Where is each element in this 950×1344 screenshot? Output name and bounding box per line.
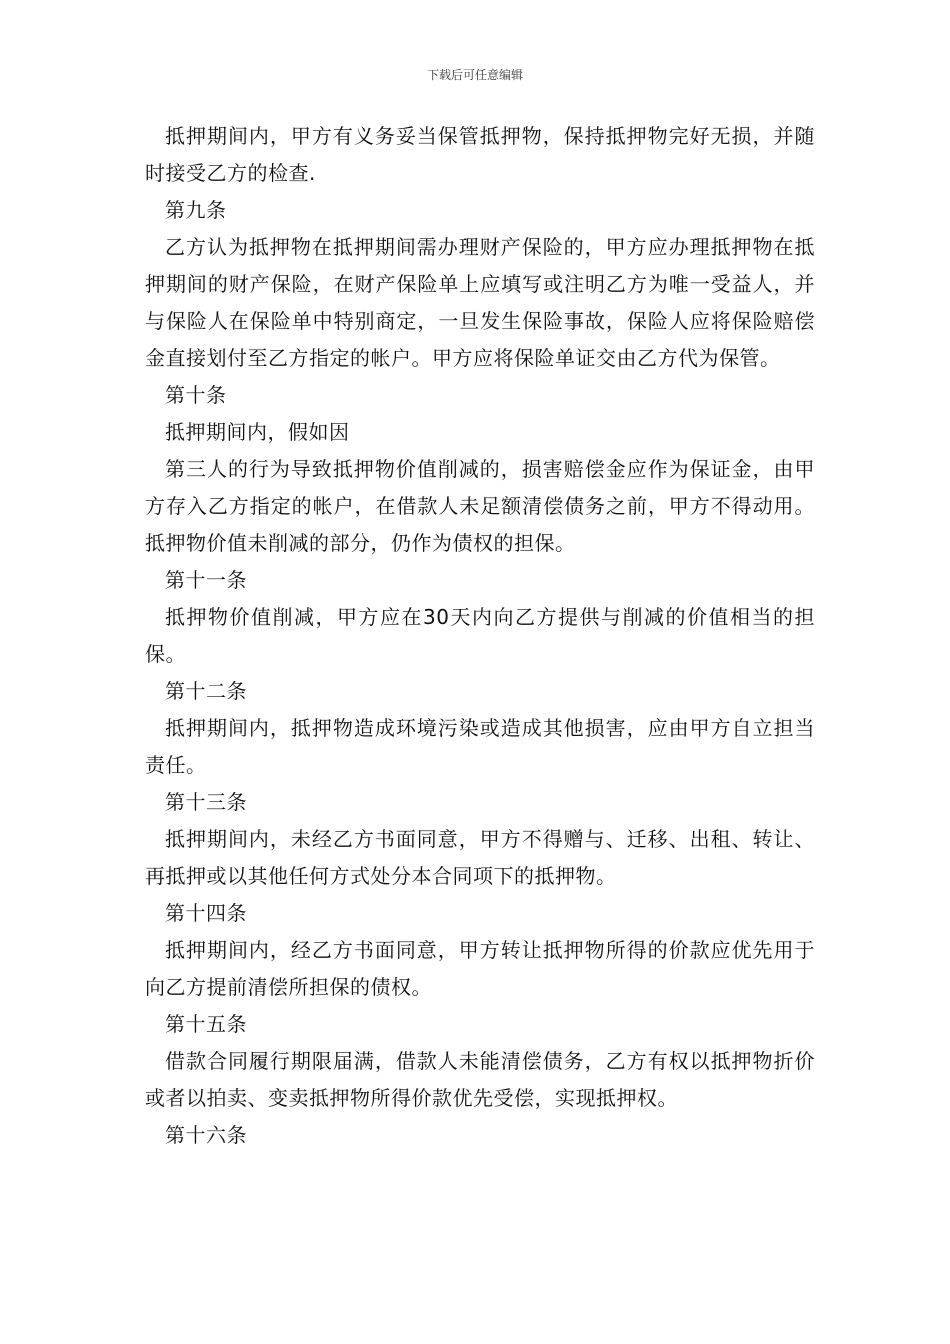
article-heading-11: 第十一条 [165,568,247,592]
article-heading-13: 第十三条 [165,790,247,814]
article-heading-16: 第十六条 [165,1123,247,1147]
article-heading-9: 第九条 [165,198,227,222]
paragraph-disposal-restriction: 抵押期间内，未经乙方书面同意，甲方不得赠与、迁移、出租、转让、再抵押或以其他任何方式处分本合同项下的抵押物。 [145,827,815,888]
paragraph-environmental-liability: 抵押期间内，抵押物造成环境污染或造成其他损害，应由甲方自立担当责任。 [145,716,815,777]
article-heading-14: 第十四条 [165,901,247,925]
paragraph-insurance: 乙方认为抵押物在抵押期间需办理财产保险的，甲方应办理抵押物在抵押期间的财产保险，在财产保险单上应填写或注明乙方为唯一受益人，并与保险人在保险单中特别商定，一旦发生保险事故，保险人应将保险赔偿金直接划付至乙方指定的帐户。甲方应将保险单证交由乙方代为保管。 [145,235,815,370]
paragraph-third-party-intro: 抵押期间内，假如因 [165,420,350,444]
paragraph-third-party-damage: 第三人的行为导致抵押物价值削减的，损害赔偿金应作为保证金，由甲方存入乙方指定的帐户，在借款人未足额清偿债务之前，甲方不得动用。抵押物价值未削减的部分，仍作为债权的担保。 [145,457,815,555]
article-heading-10: 第十条 [165,383,227,407]
paragraph-value-reduction: 抵押物价值削减，甲方应在30天内向乙方提供与削减的价值相当的担保。 [145,605,815,666]
document-body [145,118,815,1154]
article-heading-15: 第十五条 [165,1012,247,1036]
article-heading-12: 第十二条 [165,679,247,703]
paragraph-enforcement: 借款合同履行期限届满，借款人未能清偿债务，乙方有权以抵押物折价或者以拍卖、变卖抵押物所得价款优先受偿，实现抵押权。 [145,1049,815,1110]
paragraph-transfer-proceeds: 抵押期间内，经乙方书面同意，甲方转让抵押物所得的价款应优先用于向乙方提前清偿所担保的债权。 [145,938,815,999]
page-header: 下载后可任意编辑 [426,68,523,82]
paragraph-custody-obligation: 抵押期间内，甲方有义务妥当保管抵押物，保持抵押物完好无损，并随时接受乙方的检查. [145,124,815,185]
